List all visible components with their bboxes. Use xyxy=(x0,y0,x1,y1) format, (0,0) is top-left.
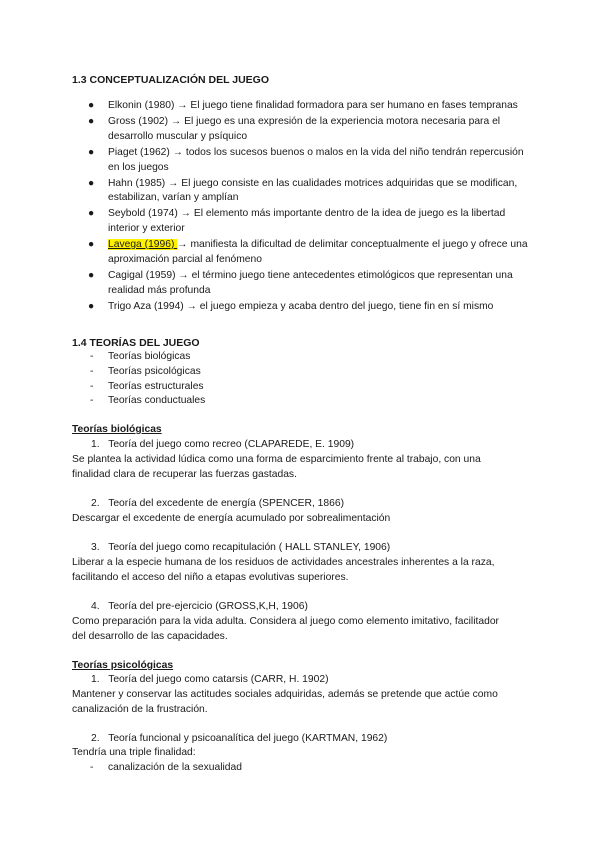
theory-title: 2. Teoría del excedente de energía (SPENCER, 1866) xyxy=(91,498,345,509)
bullet-icon: ● xyxy=(88,177,95,189)
highlighted-author: Lavega (1996) xyxy=(108,239,178,251)
section-title-biologicas: Teorías biológicas xyxy=(72,424,162,435)
list-item: - Teorías psicológicas xyxy=(90,365,201,377)
bullet-icon: ● xyxy=(88,100,95,111)
theory-title: 4. Teoría del pre-ejercicio (GROSS,K,H, 1906) xyxy=(91,601,308,612)
theory-description: Tendría una triple finalidad: xyxy=(72,747,196,758)
theory-title: 1. Teoría del juego como catarsis (CARR, H. 1902) xyxy=(91,674,329,685)
theory-description: Descargar el excedente de energía acumulado por sobrealimentación xyxy=(72,513,391,524)
list-item: ● Trigo Aza (1994) → el juego empieza y acaba dentro del juego, tiene fin en sí mismo xyxy=(0,300,528,315)
sub-list xyxy=(0,761,242,776)
bullet-icon: ● xyxy=(88,269,95,281)
list-item: - Teorías biológicas xyxy=(90,351,191,362)
theory-description: Como preparación para la vida adulta. Considera al juego como elemento imitativo, facilitador del desarrollo de las capacidades. xyxy=(72,616,499,642)
list-item: ● Hahn (1985) → El juego consiste en las cualidades motrices adquiridas que se modifican, estabilizan, varían y amplían xyxy=(88,177,518,204)
bullet-icon: ● xyxy=(88,208,95,220)
theory-title: 2. Teoría funcional y psicoanalítica del juego (KARTMAN, 1962) xyxy=(91,733,388,744)
list-item: ● Gross (1902) → El juego es una expresión de la experiencia motora necesaria para el desarrollo muscular y psíquico xyxy=(88,115,501,142)
bullet-icon: ● xyxy=(88,146,95,158)
list-item: ● Lavega (1996) → manifiesta la dificultad de delimitar conceptualmente el juego y ofrece una aproximación parcial al fenómeno xyxy=(88,239,528,265)
theory-description: Mantener y conservar las actitudes sociales adquiridas, además se pretende que actúe como canalización de la frustración. xyxy=(72,689,498,715)
theory-title: 3. Teoría del juego como recapitulación ( HALL STANLEY, 1906) xyxy=(91,542,391,553)
list-item: ● Piaget (1962) → todos los sucesos buenos o malos en la vida del niño tendrán repercusión en los juegos xyxy=(88,146,524,173)
heading-teorias: 1.4 TEORÍAS DEL JUEGO xyxy=(72,337,200,349)
list-item: ● Cagigal (1959) → el término juego tiene antecedentes etimológicos que representan una realidad más profunda xyxy=(88,269,513,296)
list-item: ● Elkonin (1980) → El juego tiene finalidad formadora para ser humano en fases tempranas xyxy=(0,99,528,114)
section-title-psicologicas: Teorías psicológicas xyxy=(72,660,174,671)
bullet-icon: ● xyxy=(88,115,95,127)
theories-list xyxy=(0,350,205,409)
list-item: ● Seybold (1974) → El elemento más importante dentro de la idea de juego es la libertad interior y exterior xyxy=(88,208,506,235)
authors-list xyxy=(0,99,528,316)
bullet-icon: ● xyxy=(88,300,95,312)
list-item: - Teorías conductuales xyxy=(90,395,206,407)
theory-description: Se plantea la actividad lúdica como una forma de esparcimiento frente al trabajo, con una finalidad clara de recuperar las fuerzas gastadas. xyxy=(72,454,481,480)
theory-description: Liberar a la especie humana de los residuos de actividades ancestrales inherentes a la raza, facilitando el acceso del niño a etapas evolutivas superiores. xyxy=(72,557,495,583)
list-item: - canalización de la sexualidad xyxy=(90,762,242,773)
theory-title: 1. Teoría del juego como recreo (CLAPAREDE, E. 1909) xyxy=(91,439,355,450)
list-item: - Teorías estructurales xyxy=(90,380,204,392)
bullet-icon: ● xyxy=(88,239,95,251)
heading-conceptualizacion: 1.3 CONCEPTUALIZACIÓN DEL JUEGO xyxy=(72,74,269,86)
